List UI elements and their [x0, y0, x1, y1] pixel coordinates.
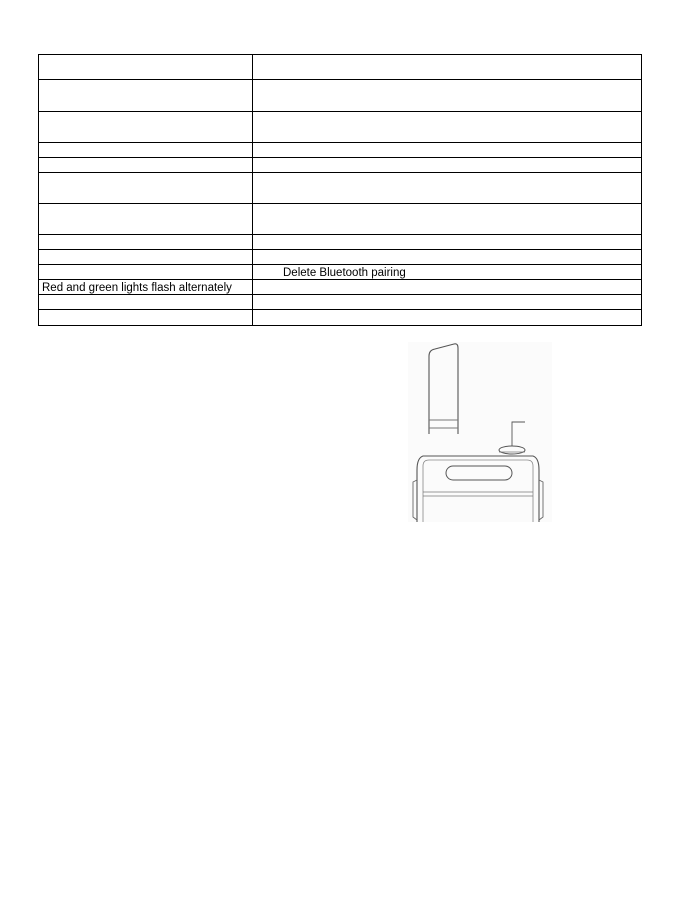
meaning-cell: [253, 295, 642, 310]
status-cell: [39, 295, 253, 310]
walkie-talkie-icon: [408, 342, 552, 522]
table-row: [39, 80, 642, 112]
meaning-cell: [253, 55, 642, 80]
meaning-cell: [253, 204, 642, 235]
table-row: [39, 250, 642, 265]
meaning-cell: [253, 310, 642, 326]
table-row: [39, 112, 642, 143]
status-cell: [39, 55, 253, 80]
table-row: [39, 158, 642, 173]
status-cell: [39, 265, 253, 280]
status-cell: Red and green lights flash alternately: [39, 280, 253, 295]
table-row: [39, 55, 642, 80]
table-row: [39, 280, 642, 295]
meaning-cell: Delete Bluetooth pairing: [253, 265, 642, 280]
table-row: [39, 143, 642, 158]
table-row: [39, 204, 642, 235]
status-cell: [39, 204, 253, 235]
meaning-cell: [253, 158, 642, 173]
status-cell: [39, 235, 253, 250]
meaning-cell: [253, 143, 642, 158]
meaning-cell: [253, 250, 642, 265]
status-cell: [39, 80, 253, 112]
table-row: [39, 310, 642, 326]
status-cell: [39, 112, 253, 143]
table-row: [39, 295, 642, 310]
status-cell: [39, 173, 253, 204]
indicator-status-table: [38, 54, 642, 326]
status-cell: [39, 143, 253, 158]
status-cell: [39, 158, 253, 173]
meaning-cell: [253, 173, 642, 204]
table-row: [39, 265, 642, 280]
status-cell: [39, 310, 253, 326]
table-row: [39, 173, 642, 204]
table-body: [39, 55, 642, 326]
table-row: [39, 235, 642, 250]
meaning-cell: [253, 80, 642, 112]
meaning-cell: [253, 235, 642, 250]
meaning-cell: [253, 112, 642, 143]
status-cell: [39, 250, 253, 265]
meaning-cell: [253, 280, 642, 295]
